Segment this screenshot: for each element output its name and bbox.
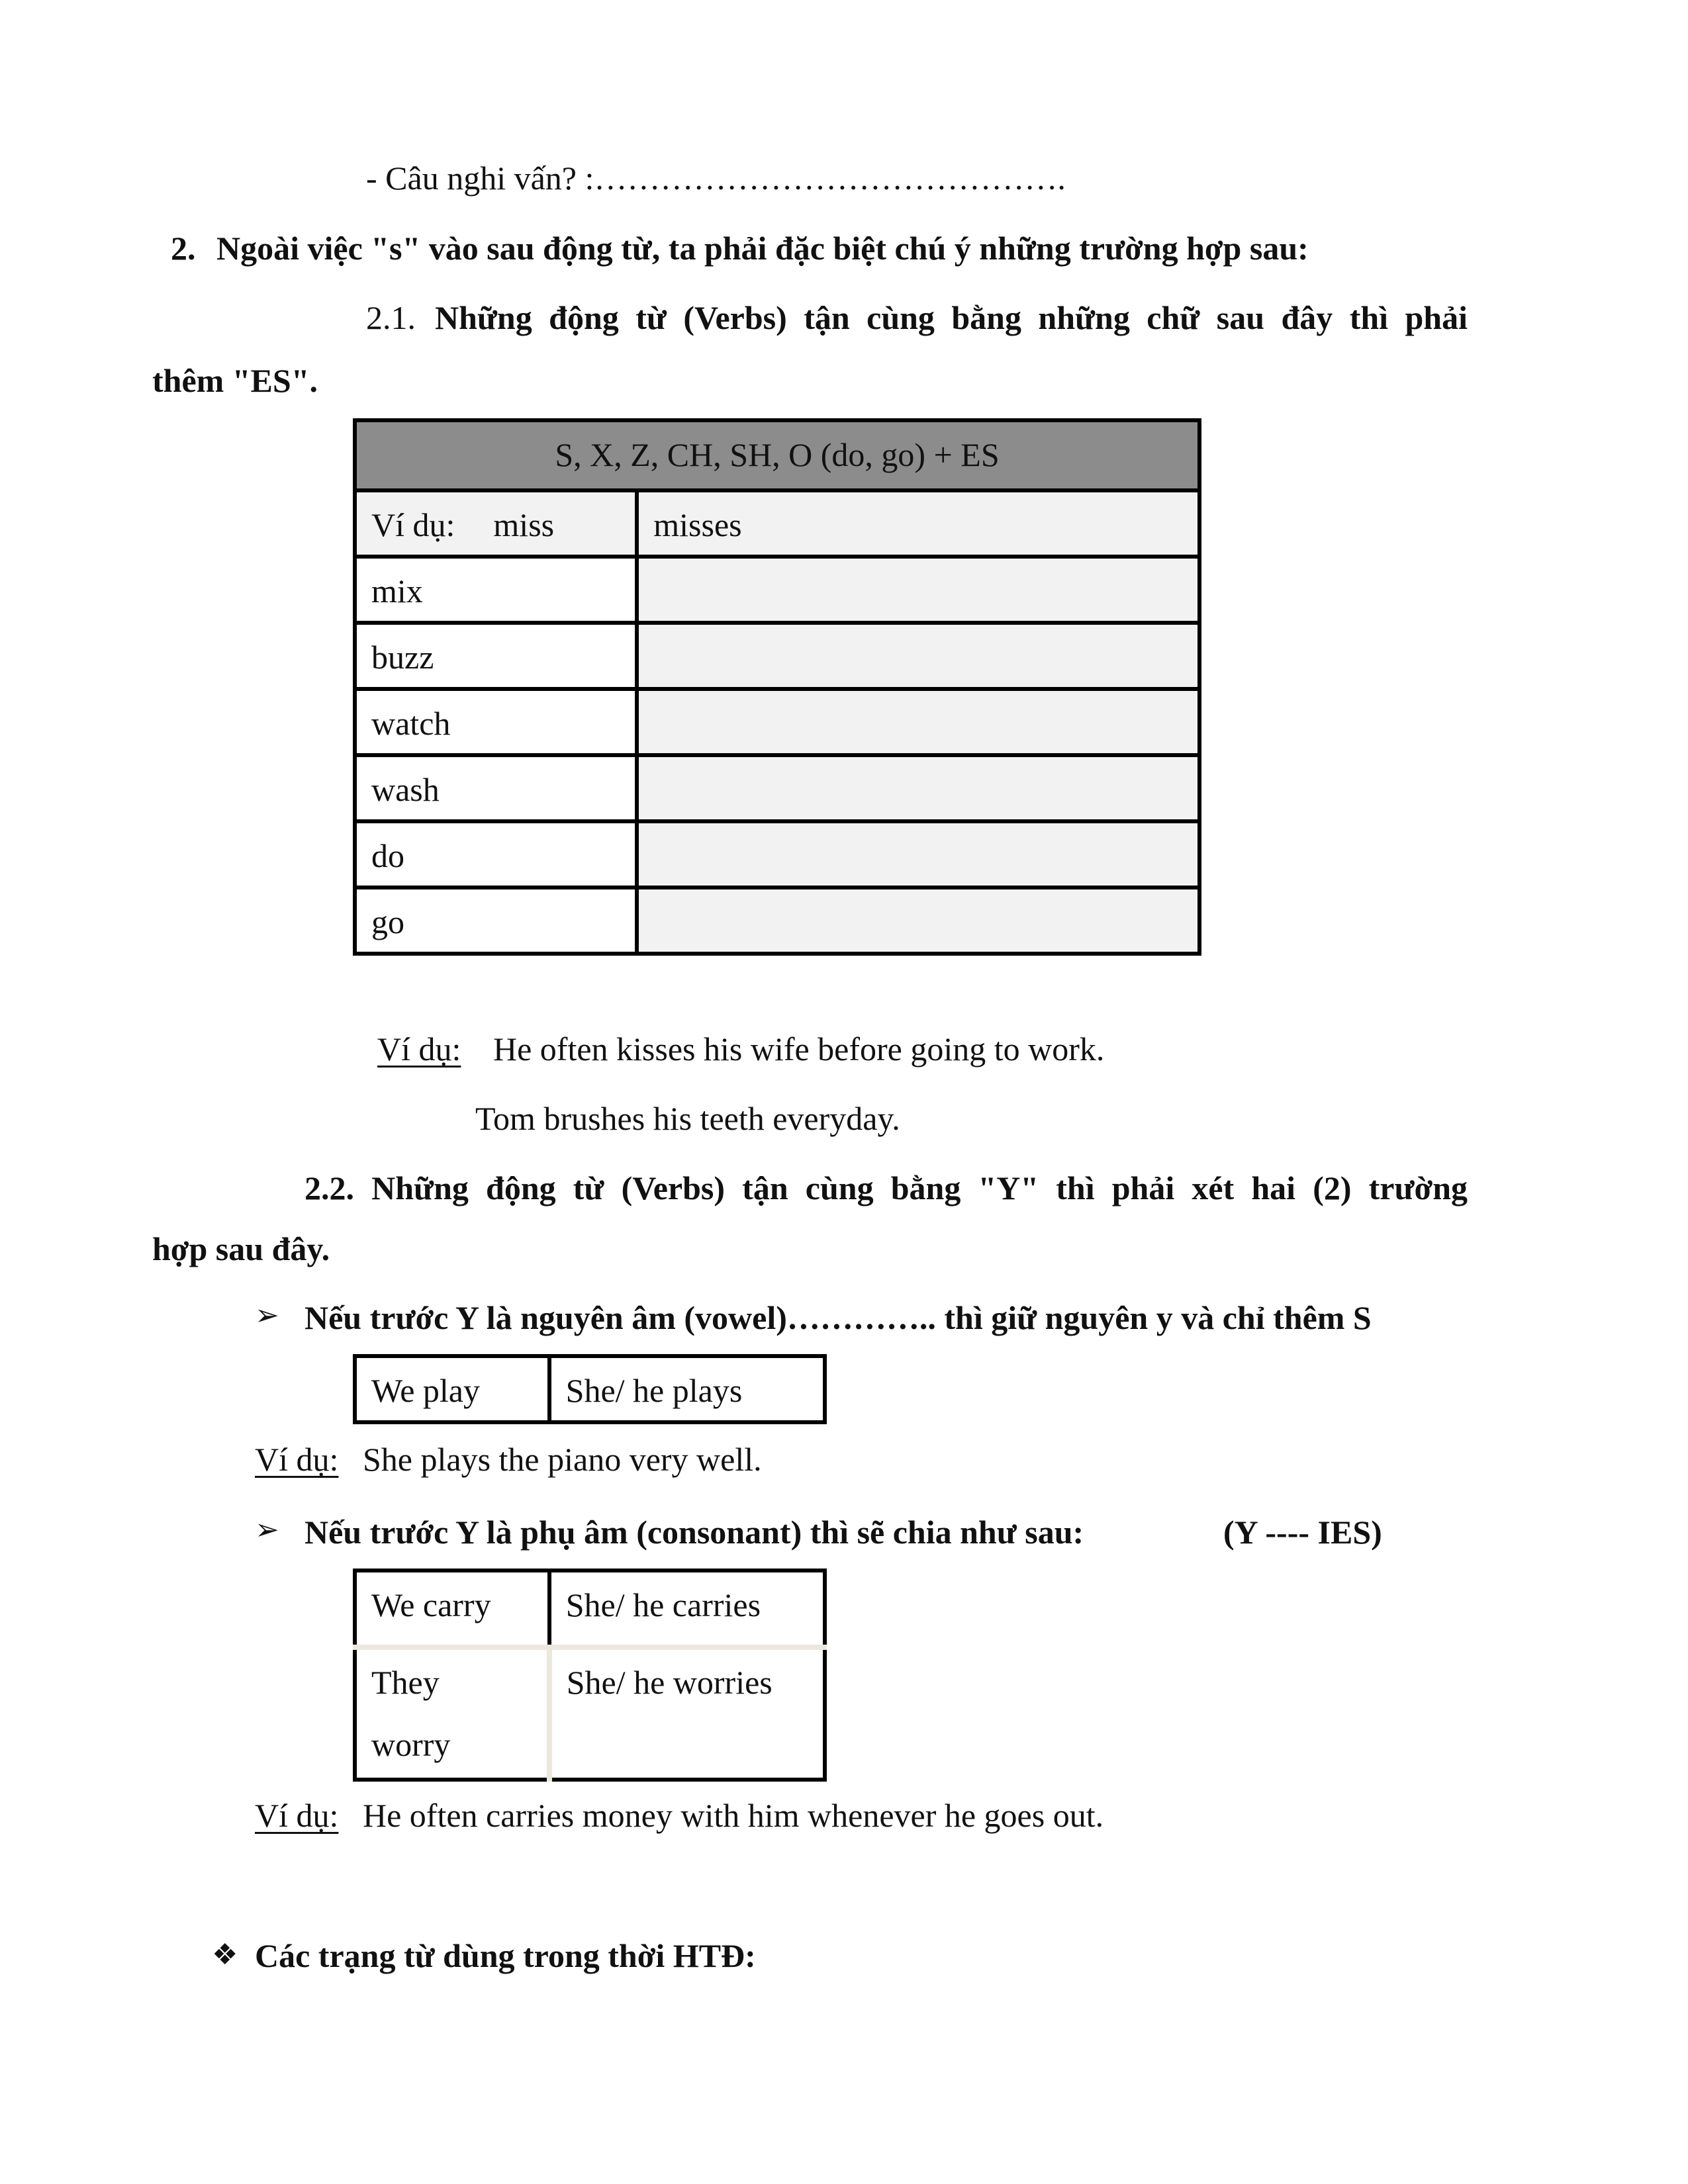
question-line: - Câu nghi vấn? :……………………………………. [366, 159, 1066, 197]
consonant-rule-formula: (Y ---- IES) [1223, 1514, 1382, 1551]
table-row [355, 490, 1199, 557]
rule-2-1-text: Những động từ (Verbs) tận cùng bằng những chữ sau đây thì phải [435, 299, 1468, 336]
consonant-rule-text: Nếu trước Y là phụ âm (consonant) thì sẽ chia như sau: [305, 1514, 1084, 1551]
example-1-line-2: Tom brushes his teeth everyday. [475, 1100, 900, 1137]
example-1-line-1: He often kisses his wife before going to work. [493, 1030, 1105, 1068]
table-row [355, 1356, 825, 1422]
worry-left-line-1: They [371, 1664, 440, 1701]
es-result-cell [637, 887, 1199, 954]
carry-left-cell: We carry [355, 1570, 549, 1647]
arrow-bullet-icon: ➢ [255, 1298, 279, 1332]
es-table-header: S, X, Z, CH, SH, O (do, go) + ES [355, 420, 1199, 490]
carry-table [353, 1569, 827, 1782]
es-verb-cell: buzz [355, 623, 637, 689]
carry-right-cell: She/ he carries [549, 1570, 825, 1647]
es-result-cell: misses [637, 490, 1199, 557]
diamond-bullet-icon: ❖ [212, 1938, 238, 1972]
es-verb-cell: watch [355, 689, 637, 755]
es-verbs-table [353, 418, 1201, 956]
example-prefix: Ví dụ: [371, 506, 455, 543]
es-verb-cell: wash [355, 755, 637, 821]
es-result-cell [637, 689, 1199, 755]
worry-left-line-2: worry [371, 1726, 451, 1763]
es-result-cell [637, 755, 1199, 821]
play-left-cell: We play [355, 1356, 549, 1422]
table-row [355, 821, 1199, 887]
rule-2-2-continuation: hợp sau đây. [152, 1230, 330, 1267]
table-row [355, 623, 1199, 689]
table-row [355, 1647, 825, 1780]
example-2-label: Ví dụ: [255, 1441, 339, 1478]
arrow-bullet-icon: ➢ [255, 1513, 279, 1547]
es-verb-cell [355, 490, 637, 557]
example-2-text: She plays the piano very well. [363, 1441, 762, 1478]
play-right-cell: She/ he plays [549, 1356, 825, 1422]
worry-right-cell: She/ he worries [549, 1647, 825, 1780]
rule-2-text: Ngoài việc "s" vào sau động từ, ta phải đặc biệt chú ý những trường hợp sau: [216, 230, 1309, 267]
table-row [355, 557, 1199, 623]
rule-2-number: 2. [171, 230, 196, 267]
rule-2-1-continuation: thêm "ES". [152, 362, 318, 399]
example-3-label: Ví dụ: [255, 1797, 339, 1834]
vowel-rule-text: Nếu trước Y là nguyên âm (vowel)………….. thì giữ nguyên y và chỉ thêm S [305, 1299, 1372, 1336]
es-result-cell [637, 821, 1199, 887]
table-row [355, 755, 1199, 821]
es-verb-cell: mix [355, 557, 637, 623]
es-verb-cell: do [355, 821, 637, 887]
example-1-label: Ví dụ: [377, 1030, 461, 1068]
es-result-cell [637, 623, 1199, 689]
verb-text: miss [493, 506, 555, 543]
play-table [353, 1354, 827, 1424]
worry-left-cell [355, 1647, 549, 1780]
rule-2-1-number: 2.1. [366, 299, 416, 336]
table-row [355, 689, 1199, 755]
adverbs-heading: Các trạng từ dùng trong thời HTĐ: [255, 1937, 756, 1974]
example-3-text: He often carries money with him whenever he goes out. [363, 1797, 1104, 1834]
es-verb-cell: go [355, 887, 637, 954]
rule-2-2-text: 2.2. Những động từ (Verbs) tận cùng bằng "Y" thì phải xét hai (2) trường [305, 1169, 1468, 1206]
es-result-cell [637, 557, 1199, 623]
table-row [355, 887, 1199, 954]
table-row [355, 1570, 825, 1647]
